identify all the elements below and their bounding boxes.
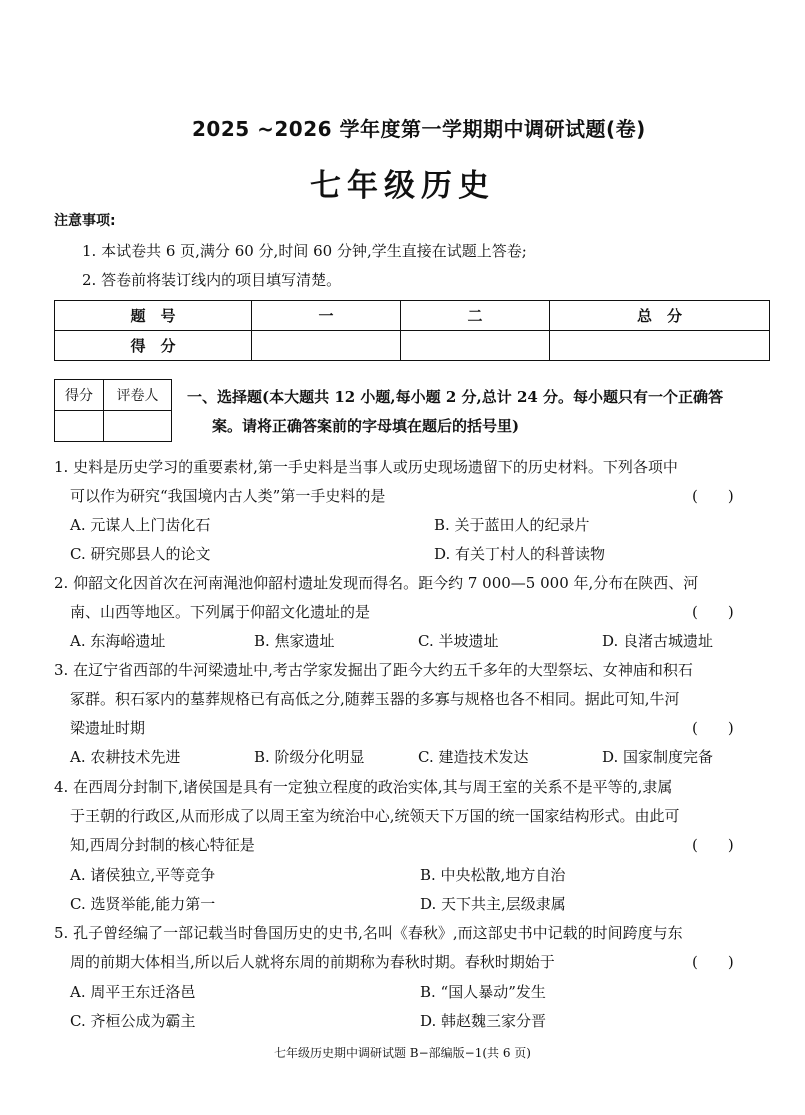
- question-3-option-c[interactable]: C. 建造技术发达: [418, 748, 529, 766]
- grader-name-cell[interactable]: [104, 411, 172, 442]
- question-2-option-d[interactable]: D. 良渚古城遗址: [602, 632, 714, 650]
- question-3-option-b[interactable]: B. 阶级分化明显: [254, 748, 365, 766]
- section-one-heading: 一、选择题(本大题共 12 小题,每小题 2 分,总计 24 分。每小题只有一个正确答: [187, 388, 724, 406]
- question-5-line-2: 周的前期大体相当,所以后人就将东周的前期称为春秋时期。春秋时期始于: [70, 953, 555, 971]
- question-3-answer-bracket[interactable]: ( ): [692, 719, 734, 737]
- score-cell-total[interactable]: [550, 331, 770, 361]
- question-4-answer-bracket[interactable]: ( ): [692, 836, 734, 854]
- question-3-option-a[interactable]: A. 农耕技术先进: [70, 748, 181, 766]
- question-5-answer-bracket[interactable]: ( ): [692, 953, 734, 971]
- question-2-line-1: 2. 仰韶文化因首次在河南渑池仰韶村遗址发现而得名。距今约 7 000—5 000 年,分布在陕西、河: [54, 574, 699, 592]
- question-4-line-2: 于王朝的行政区,从而形成了以周王室为统治中心,统领天下万国的统一国家结构形式。由此可: [70, 807, 680, 825]
- question-3-line-2: 冢群。积石冢内的墓葬规格已有高低之分,随葬玉器的多寡与规格也各不相同。据此可知,牛河: [70, 690, 680, 708]
- notice-heading: 注意事项:: [54, 213, 116, 229]
- question-2-option-c[interactable]: C. 半坡遗址: [418, 632, 499, 650]
- question-4-option-d[interactable]: D. 天下共主,层级隶属: [420, 895, 566, 913]
- question-1-option-c[interactable]: C. 研究郧县人的论文: [70, 545, 211, 563]
- question-3-option-d[interactable]: D. 国家制度完备: [602, 748, 714, 766]
- exam-title: 2025 ~2026 学年度第一学期期中调研试题(卷): [192, 117, 646, 141]
- question-4-option-b[interactable]: B. 中央松散,地方自治: [420, 866, 566, 884]
- question-5-line-1: 5. 孔子曾经编了一部记载当时鲁国历史的史书,名叫《春秋》,而这部史书中记载的时间跨度与东: [54, 924, 683, 942]
- question-1-line-1: 1. 史料是历史学习的重要素材,第一手史料是当事人或历史现场遗留下的历史材料。下列各项中: [54, 458, 678, 476]
- score-table: [54, 300, 770, 361]
- grader-table: [54, 379, 172, 442]
- question-1-line-2: 可以作为研究“我国境内古人类”第一手史料的是: [70, 487, 386, 505]
- score-cell-part2[interactable]: [401, 331, 550, 361]
- notice-item-2: 2. 答卷前将装订线内的项目填写清楚。: [82, 271, 342, 289]
- question-2-answer-bracket[interactable]: ( ): [692, 603, 734, 621]
- grader-score-label: 得分: [55, 380, 104, 411]
- question-3-line-3: 梁遗址时期: [70, 719, 146, 737]
- question-1-option-b[interactable]: B. 关于蓝田人的纪录片: [434, 516, 590, 534]
- question-2-option-a[interactable]: A. 东海峪遗址: [70, 632, 166, 650]
- question-1-answer-bracket[interactable]: ( ): [692, 487, 734, 505]
- question-2-option-b[interactable]: B. 焦家遗址: [254, 632, 335, 650]
- score-table-row-label: 得 分: [55, 331, 252, 361]
- question-5-option-a[interactable]: A. 周平王东迁洛邑: [70, 983, 196, 1001]
- notice-item-1: 1. 本试卷共 6 页,满分 60 分,时间 60 分钟,学生直接在试题上答卷;: [82, 242, 527, 260]
- question-5-option-c[interactable]: C. 齐桓公成为霸主: [70, 1012, 196, 1030]
- subject-title: 七年级历史: [310, 168, 495, 204]
- page-footer: 七年级历史期中调研试题 B−部编版−1(共 6 页): [273, 1046, 531, 1060]
- score-table-header-number: 题 号: [55, 301, 252, 331]
- question-1-option-d[interactable]: D. 有关丁村人的科普读物: [434, 545, 606, 563]
- section-one-heading-cont: 案。请将正确答案前的字母填在题后的括号里): [212, 417, 520, 435]
- question-4-line-3: 知,西周分封制的核心特征是: [70, 836, 255, 854]
- question-4-option-c[interactable]: C. 选贤举能,能力第一: [70, 895, 216, 913]
- question-5-option-b[interactable]: B. “国人暴动”发生: [420, 983, 546, 1001]
- score-cell-part1[interactable]: [252, 331, 401, 361]
- score-table-header-part1: 一: [252, 301, 401, 331]
- score-table-header-part2: 二: [401, 301, 550, 331]
- question-5-option-d[interactable]: D. 韩赵魏三家分晋: [420, 1012, 547, 1030]
- question-1-option-a[interactable]: A. 元谋人上门齿化石: [70, 516, 211, 534]
- score-table-header-total: 总 分: [550, 301, 770, 331]
- grader-name-label: 评卷人: [104, 380, 172, 411]
- grader-score-cell[interactable]: [55, 411, 104, 442]
- question-3-line-1: 3. 在辽宁省西部的牛河梁遗址中,考古学家发掘出了距今大约五千多年的大型祭坛、女神庙和积石: [54, 661, 693, 679]
- question-4-line-1: 4. 在西周分封制下,诸侯国是具有一定独立程度的政治实体,其与周王室的关系不是平等的,隶属: [54, 778, 673, 796]
- question-2-line-2: 南、山西等地区。下列属于仰韶文化遗址的是: [70, 603, 371, 621]
- question-4-option-a[interactable]: A. 诸侯独立,平等竞争: [70, 866, 216, 884]
